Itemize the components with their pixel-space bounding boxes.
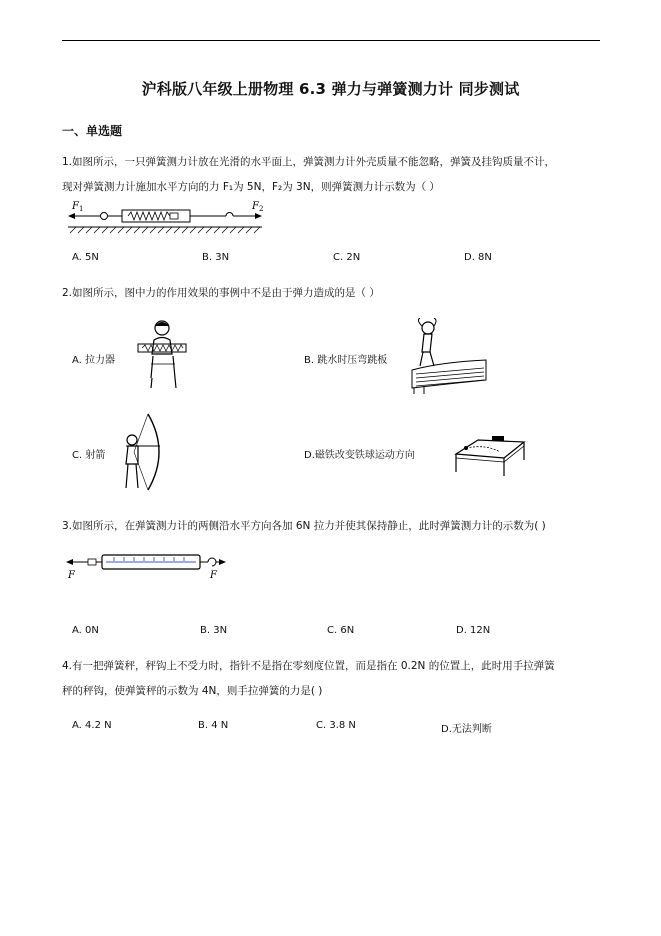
archery-figure — [120, 412, 166, 492]
q3-option-b[interactable]: B. 3N — [200, 625, 228, 636]
force-label-right: F — [210, 570, 217, 580]
force-label-left: F — [68, 570, 75, 580]
question-4-line-2: 秤的秤钩，使弹簧秤的示数为 4N，则手拉弹簧的力是( ) — [62, 685, 323, 697]
page-title: 沪科版八年级上册物理 6.3 弹力与弹簧测力计 同步测试 — [141, 80, 520, 98]
q3-option-d[interactable]: D. 12N — [456, 625, 491, 636]
q2-option-d[interactable]: D.磁铁改变铁球运动方向 — [304, 450, 415, 461]
q4-option-b[interactable]: B. 4 N — [198, 720, 229, 731]
force-label-f2: F — [252, 201, 259, 212]
q2-option-b[interactable]: B. 跳水时压弯跳板 — [304, 355, 388, 366]
q4-option-c[interactable]: C. 3.8 N — [316, 720, 356, 731]
header-rule — [62, 40, 600, 41]
magnet-ball-figure — [448, 432, 528, 478]
q3-option-a[interactable]: A. 0N — [72, 625, 99, 636]
question-1-line-1: 1.如图所示，一只弹簧测力计放在光滑的水平面上，弹簧测力计外壳质量不能忽略，弹簧及挂钩质量不计， — [62, 156, 556, 168]
chest-expander-figure — [136, 318, 188, 390]
q1-option-a[interactable]: A. 5N — [72, 252, 99, 263]
q2-option-a[interactable]: A. 拉力器 — [72, 355, 116, 366]
force-label-f1-subscript: 1 — [79, 205, 84, 213]
q4-option-a[interactable]: A. 4.2 N — [72, 720, 112, 731]
question-1-line-2: 现对弹簧测力计施加水平方向的力 F₁为 5N，F₂为 3N，则弹簧测力计示数为（ ） — [62, 181, 440, 193]
question-2-line-1: 2.如图所示，图中力的作用效果的事例中不是由于弹力造成的是（ ） — [62, 287, 380, 299]
q3-option-c[interactable]: C. 6N — [327, 625, 355, 636]
diving-board-figure — [408, 318, 488, 394]
q4-option-d[interactable]: D.无法判断 — [441, 724, 492, 735]
spring-scale-figure-1 — [66, 200, 266, 240]
q1-option-b[interactable]: B. 3N — [202, 252, 230, 263]
question-4-line-1: 4.有一把弹簧秤，秤钩上不受力时，指针不是指在零刻度位置，而是指在 0.2N 的位置上，此时用手拉弹簧 — [62, 660, 555, 672]
q1-option-c[interactable]: C. 2N — [333, 252, 361, 263]
force-label-f2-subscript: 2 — [259, 205, 264, 213]
q2-option-c[interactable]: C. 射箭 — [72, 450, 106, 461]
spring-scale-figure-3 — [64, 550, 226, 580]
force-label-f1: F — [72, 201, 79, 212]
q1-option-d[interactable]: D. 8N — [464, 252, 492, 263]
question-3-line-1: 3.如图所示，在弹簧测力计的两侧沿水平方向各加 6N 拉力并使其保持静止，此时弹簧测力计的示数为( ) — [62, 520, 546, 532]
section-heading: 一、单选题 — [62, 124, 123, 138]
